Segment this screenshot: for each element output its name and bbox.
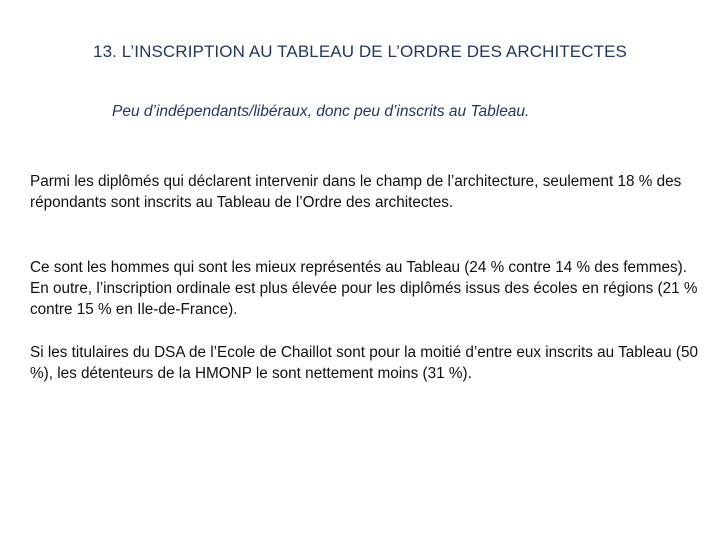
paragraph-registration-rate: Parmi les diplômés qui déclarent intervenir dans le champ de l’architecture, seulement 18 % des répondants sont inscrits au Tableau de l’Ordre des architectes.: [30, 173, 682, 211]
slide-title: 13. L’INSCRIPTION AU TABLEAU DE L’ORDRE DES ARCHITECTES: [93, 42, 627, 61]
slide-subtitle: Peu d’indépendants/libéraux, donc peu d’inscrits au Tableau.: [112, 103, 530, 120]
paragraph-dsa-hmonp: Si les titulaires du DSA de l’Ecole de Chaillot sont pour la moitié d’entre eux inscrits au Tableau (50 %), les détenteurs de la HMONP le sont nettement moins (31 %).: [30, 344, 699, 382]
paragraph-gender-region: Ce sont les hommes qui sont les mieux représentés au Tableau (24 % contre 14 % des femmes). En outre, l’inscription ordinale est plus élevée pour les diplômés issus des écoles en régions (21 % contre 15 % en Ile-de-France).: [30, 259, 698, 318]
